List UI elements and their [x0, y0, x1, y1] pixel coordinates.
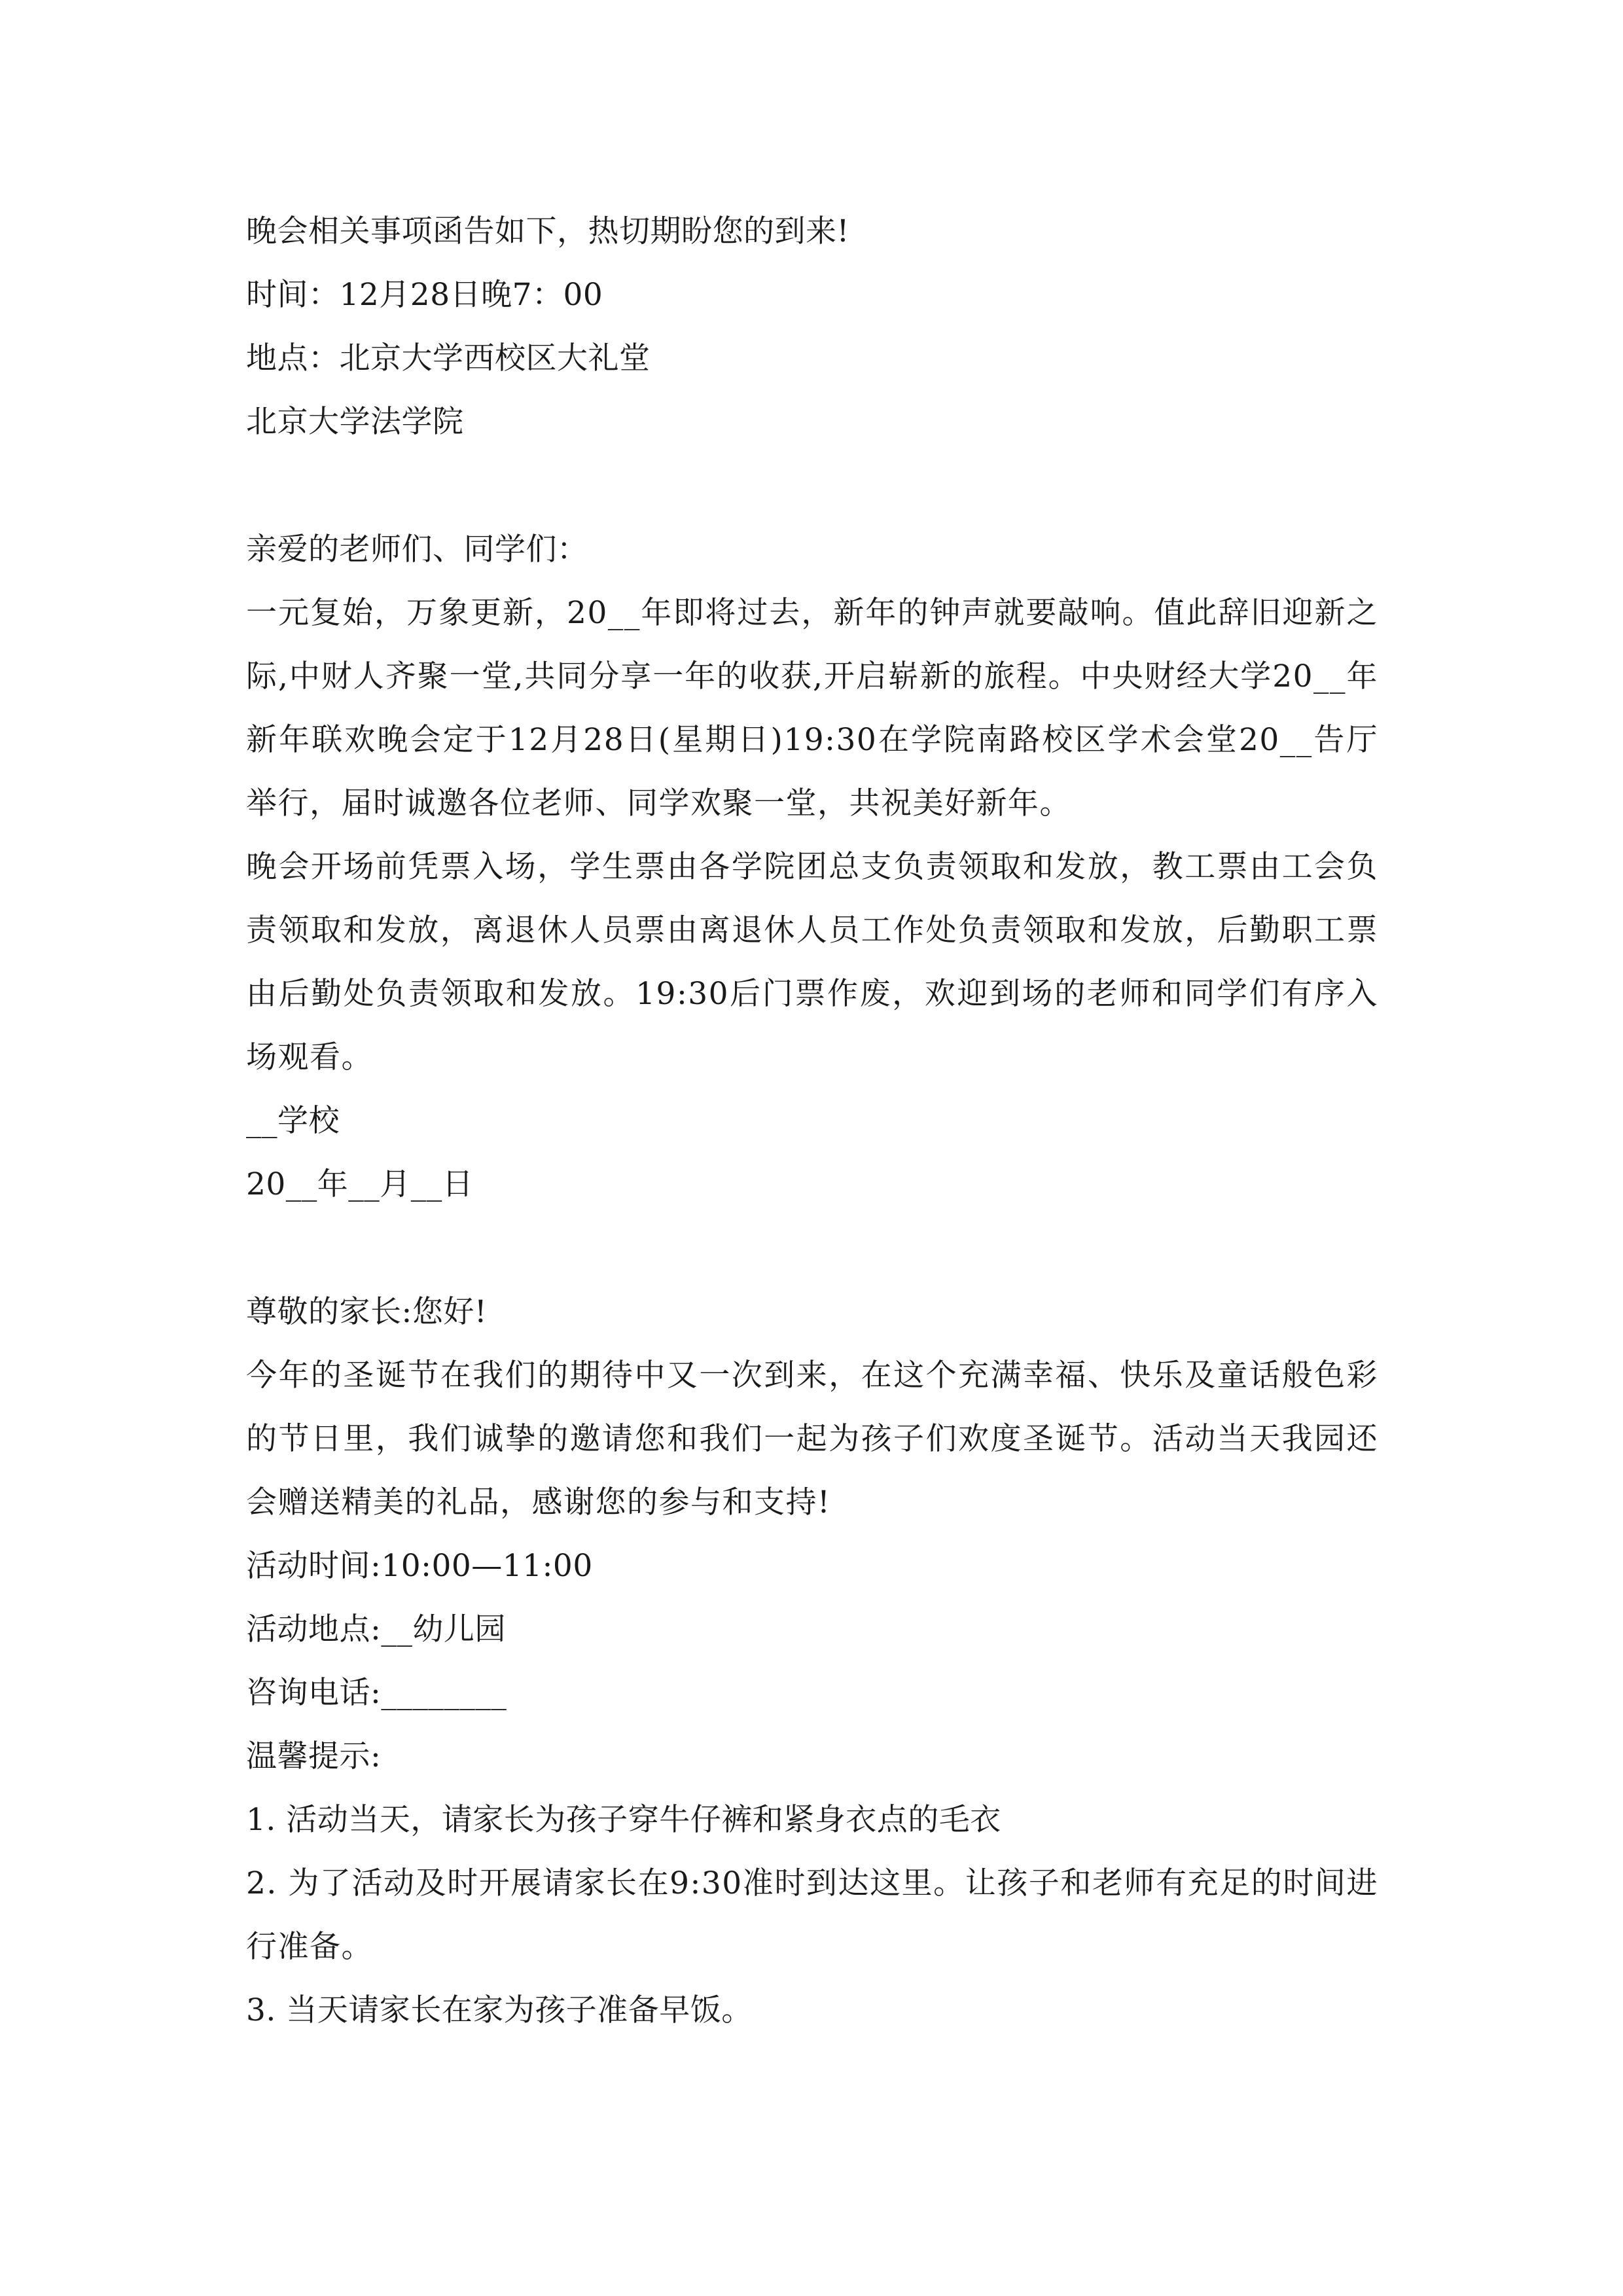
- invitation-section-new-year-gala: [246, 518, 1378, 1216]
- document-body: [246, 200, 1378, 2042]
- activity-time: 活动时间:10:00—11:00: [246, 1548, 593, 1584]
- ticket-info-paragraph: 晚会开场前凭票入场，学生票由各学院团总支负责领取和发放，教工票由工会负责领取和发放，离退休人员票由离退休人员工作处负责领取和发放，后勤职工票由后勤处负责领取和发放。19:30后门票作废，欢迎到场的老师和同学们有序入场观看。: [246, 849, 1378, 1075]
- invitation-section-christmas: [246, 1280, 1378, 2042]
- tip-item: 2. 为了活动及时开展请家长在9:30准时到达这里。让孩子和老师有充足的时间进行准备。: [246, 1865, 1378, 1965]
- section-spacer: [246, 1216, 1378, 1280]
- event-time: 时间：12月28日晚7：00: [246, 277, 603, 313]
- signature-school: __学校: [246, 1103, 340, 1139]
- organizer-name: 北京大学法学院: [246, 404, 464, 440]
- intro-line: 晚会相关事项函告如下，热切期盼您的到来!: [246, 213, 849, 249]
- activity-place: 活动地点:__幼儿园: [246, 1611, 506, 1647]
- consult-phone: 咨询电话:________: [246, 1675, 507, 1711]
- invitation-section-law-school: [246, 200, 1378, 454]
- signature-date: 20__年__月__日: [246, 1166, 474, 1202]
- greeting-line: 亲爱的老师们、同学们：: [246, 531, 588, 567]
- tip-item: 1. 活动当天，请家长为孩子穿牛仔裤和紧身衣点的毛衣: [246, 1802, 1001, 1838]
- section-spacer: [246, 454, 1378, 518]
- event-place: 地点：北京大学西校区大礼堂: [246, 340, 651, 376]
- tip-item: 3. 当天请家长在家为孩子准备早饭。: [246, 1992, 753, 2028]
- parent-greeting: 尊敬的家长:您好!: [246, 1294, 488, 1330]
- tips-title: 温馨提示:: [246, 1738, 382, 1774]
- gala-announcement-paragraph: 一元复始，万象更新，20__年即将过去，新年的钟声就要敲响。值此辞旧迎新之际,中财人齐聚一堂,共同分享一年的收获,开启崭新的旅程。中央财经大学20__年新年联欢晚会定于12月28日(星期日)19:30在学院南路校区学术会堂20__告厅举行，届时诚邀各位老师、同学欢聚一堂，共祝美好新年。: [246, 595, 1378, 821]
- christmas-invitation-paragraph: 今年的圣诞节在我们的期待中又一次到来，在这个充满幸福、快乐及童话般色彩的节日里，我们诚挚的邀请您和我们一起为孩子们欢度圣诞节。活动当天我园还会赠送精美的礼品，感谢您的参与和支持!: [246, 1357, 1378, 1520]
